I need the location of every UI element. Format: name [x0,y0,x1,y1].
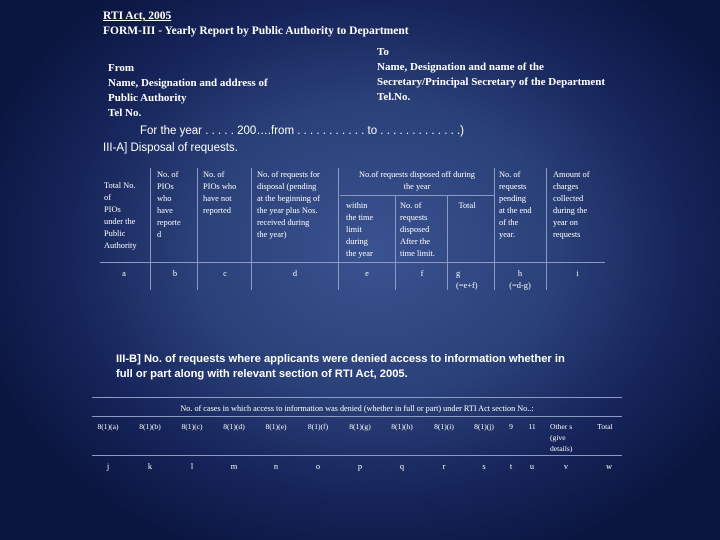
to-block [377,45,605,105]
col-letter: d [292,269,298,278]
from-line: Tel No. [108,107,142,119]
to-line: Tel.No. [377,91,411,103]
col-header-8-1-d: 8(1)(d) [223,422,245,431]
col-letter: b [172,269,178,278]
col-header-others: Other s (give details) [550,422,573,453]
table-b-rule [92,455,622,456]
col-letter: c [223,269,227,278]
col-header-9: 9 [509,422,513,431]
table-a-rule [197,168,198,290]
period-line: For the year . . . . . 200….from . . . . . . . . . . . to . . . . . . . . . . . . .) [140,125,465,137]
col-letter: f [420,269,424,278]
table-b-rule [92,416,622,417]
col-header-within-time: within the time limit during the year [346,201,374,258]
col-header-charges: Amount of charges collected during the year on requests [553,170,590,239]
col-header-total-b: Total [597,422,613,431]
col-letter: l [190,462,194,471]
col-group-header-disposed: No.of requests disposed off during the year [359,170,475,191]
col-header-8-1-b: 8(1)(b) [139,422,161,431]
table-a-rule [150,168,151,290]
table-a-rule [546,168,547,290]
col-header-8-1-h: 8(1)(h) [391,422,413,431]
col-header-after-time: No. of requests disposed After the time limit. [400,201,435,258]
col-header-8-1-g: 8(1)(g) [349,422,371,431]
col-letter: r [442,462,446,471]
col-letter: u [529,462,535,471]
from-line: Name, Designation and address of [108,77,268,89]
col-letter: a [122,269,126,278]
col-letter: p [357,462,363,471]
table-a-rule [395,196,396,290]
col-letter: k [147,462,153,471]
col-header-8-1-a: 8(1)(a) [97,422,119,431]
col-header-8-1-i: 8(1)(i) [434,422,454,431]
col-letter: e [365,269,369,278]
col-letter: w [605,462,613,471]
to-line: Name, Designation and name of the [377,61,544,73]
section-b-caption: No. of cases in which access to information was denied (whether in full or part) under RTI Act section No..: [180,404,534,413]
from-block [108,61,268,121]
col-header-8-1-j: 8(1)(j) [474,422,494,431]
act-title: RTI Act, 2005 [103,10,172,22]
col-header-total: Total [458,201,476,210]
col-letter: o [315,462,321,471]
col-header-requests-for-disposal: No. of requests for disposal (pending at the beginning of the year plus Nos. received during the year) [257,170,321,239]
col-letter: q [399,462,405,471]
col-header-8-1-e: 8(1)(e) [265,422,287,431]
from-line: Public Authority [108,92,187,104]
col-header-pios-reported: No. of PIOs who have reporte d [157,170,181,239]
section-a-title: III-A] Disposal of requests. [103,142,238,154]
col-letter: i [576,269,579,278]
form-title: FORM-III - Yearly Report by Public Authority to Department [103,25,409,37]
from-line: From [108,62,135,74]
to-line: To [377,46,389,58]
section-b-title: III-B] No. of requests where applicants were denied access to information whether in full or part along with relevant section of RTI Act, 2005. [116,353,565,380]
col-letter-h: h (=d-g) [509,269,531,290]
col-header-total-pios: Total No. of PIOs under the Public Authority [104,181,137,250]
col-header-8-1-c: 8(1)(c) [181,422,203,431]
col-letter: t [509,462,513,471]
col-header-8-1-f: 8(1)(f) [307,422,329,431]
table-a-rule [100,262,605,263]
col-letter: n [273,462,279,471]
col-header-11: 11 [528,422,536,431]
table-a-rule [494,168,495,290]
table-a-rule [251,168,252,290]
table-b-rule [92,397,622,398]
col-letter: m [230,462,238,471]
col-letter: s [482,462,486,471]
table-a-rule [340,195,494,196]
col-header-pios-not-reported: No. of PIOs who have not reported [203,170,237,215]
col-letter: j [106,462,110,471]
col-letter: v [563,462,569,471]
col-letter-g: g (=e+f) [456,269,478,290]
col-header-pending: No. of requests pending at the end of the year. [499,170,532,239]
to-line: Secretary/Principal Secretary of the Department [377,76,606,88]
